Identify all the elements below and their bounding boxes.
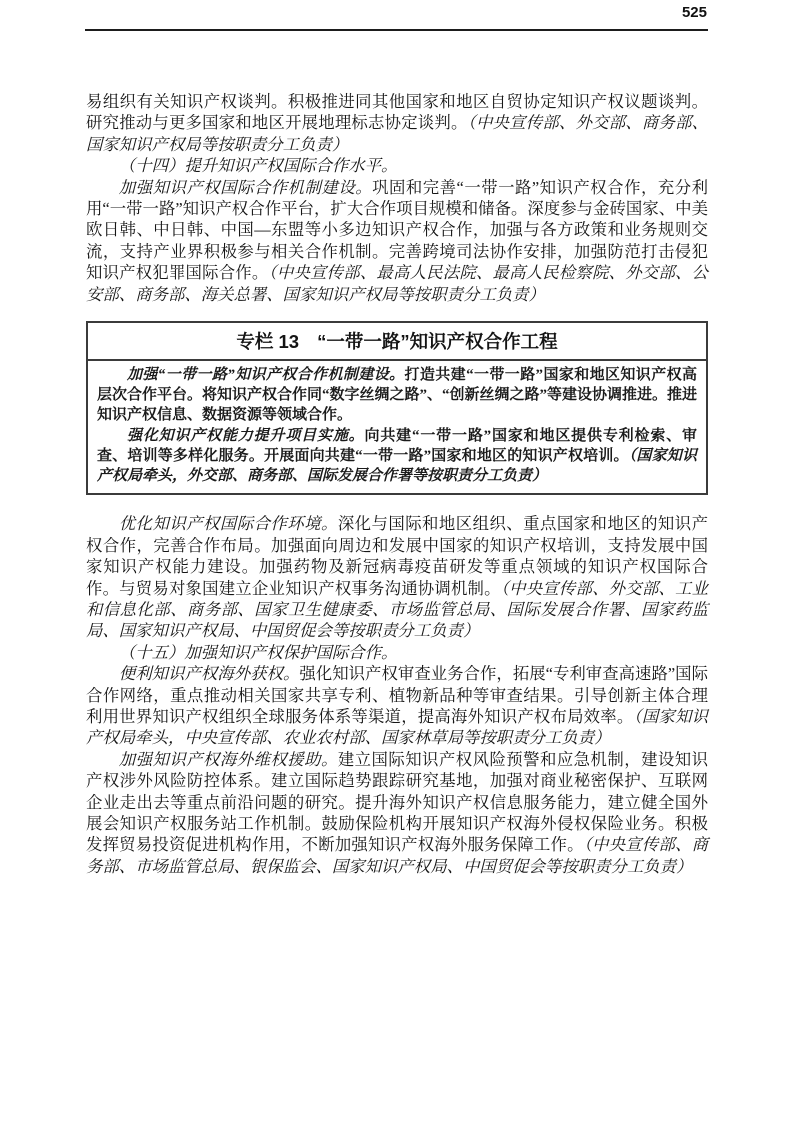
paragraph-text: 向共建“一带一路”国家和地区提供专利检索、审查、培训等多样化服务。开展面向共建“一带一路”国家和地区的知识产权培训。: [97, 427, 697, 464]
paragraph-lead: 加强知识产权海外维权援助。: [118, 749, 338, 769]
section-heading-15: （十五）加强知识产权保护国际合作。: [118, 642, 398, 662]
box-label: 专栏 13: [236, 331, 300, 353]
paragraph-lead: 优化知识产权国际合作环境。: [118, 514, 338, 534]
box-title-text: “一带一路”知识产权合作工程: [317, 331, 558, 353]
paragraph-lead: 便利知识产权海外获权。: [118, 664, 300, 684]
header-rule: [85, 29, 708, 31]
section-heading-14: （十四）提升知识产权国际合作水平。: [118, 156, 398, 176]
paragraph-lead: 加强知识产权国际合作机制建设。: [118, 177, 373, 197]
paragraph-overseas-assistance: [86, 749, 708, 877]
box-title: [88, 323, 706, 361]
paragraph-lead: 强化知识产权能力提升项目实施。: [127, 427, 365, 444]
page-number: 525: [681, 4, 707, 21]
paragraph-lead: 加强“一带一路”知识产权合作机制建设。: [127, 367, 405, 384]
responsibility-note: （中央宣传部、商务部、市场监管总局、银保监会、国家知识产权局、中国贸促会等按职责分工负责）: [86, 835, 708, 876]
box-body: [88, 361, 706, 493]
responsibility-note: （中央宣传部、最高人民法院、最高人民检察院、外交部、公安部、商务部、海关总署、国家知识产权局等按职责分工负责）: [86, 263, 708, 304]
paragraph-text: 建立国际知识产权风险预警和应急机制，建设知识产权涉外风险防控体系。建立国际趋势跟踪研究基地，加强对商业秘密保护、互联网企业走出去等重点前沿问题的研究。提升海外知识产权信息服务能力，建立健全国外展会知识产权服务站工作机制。鼓励保险机构开展知识产权海外侵权保险业务。积极发挥贸易投资促进机构作用，不断加强知识产权海外服务保障工作。: [86, 749, 708, 855]
box-paragraph-2: [97, 426, 697, 487]
paragraph-continuation: [86, 91, 708, 155]
paragraph-overseas-rights: [86, 663, 708, 749]
column-box-13: [86, 321, 708, 495]
paragraph-text: 打造共建“一带一路”国家和地区知识产权高层次合作平台。将知识产权合作同“数字丝绸之路”、“创新丝绸之路”等建设协调推进。推进知识产权信息、数据资源等领域合作。: [97, 367, 698, 424]
paragraph-text: 强化知识产权审查业务合作，拓展“专利审查高速路”国际合作网络，重点推动相关国家共享专利、植物新品种等审查结果。引导创新主体合理利用世界知识产权组织全球服务体系等渠道，提高海外知识产权布局效率。: [86, 664, 708, 726]
responsibility-note: （国家知识产权局牵头，中央宣传部、农业农村部、国家林草局等按职责分工负责）: [86, 706, 709, 748]
paragraph-text: 巩固和完善“一带一路”知识产权合作，充分利用“一带一路”知识产权合作平台，扩大合作项目规模和储备。深度参与金砖国家、中美欧日韩、中日韩、中国—东盟等小多边知识产权合作，加强与各方政策和业务规则交流，支持产业界积极参与相关合作机制。完善跨境司法协作安排，加强防范打击侵犯知识产权犯罪国际合作。: [86, 177, 708, 283]
paragraph-cooperation-environment: [86, 513, 708, 641]
responsibility-note: （中央宣传部、外交部、商务部、国家知识产权局等按职责分工负责）: [86, 113, 708, 154]
box-paragraph-1: [97, 365, 697, 426]
responsibility-note: （中央宣传部、外交部、工业和信息化部、商务部、国家卫生健康委、市场监管总局、国际发展合作署、国家药监局、国家知识产权局、中国贸促会等按职责分工负责）: [86, 578, 708, 641]
paragraph-cooperation-mechanism: [86, 177, 708, 305]
responsibility-note: （国家知识产权局牵头，外交部、商务部、国际发展合作署等按职责分工负责）: [97, 447, 697, 485]
paragraph-text: 易组织有关知识产权谈判。积极推进同其他国家和地区自贸协定知识产权议题谈判。研究推动与更多国家和地区开展地理标志协定谈判。: [86, 92, 708, 133]
page-content: [86, 91, 708, 877]
paragraph-text: 深化与国际和地区组织、重点国家和地区的知识产权合作，完善合作布局。加强面向周边和发展中国家的知识产权培训，支持发展中国家知识产权能力建设。加强药物及新冠病毒疫苗研发等重点领域的知识产权国际合作。与贸易对象国建立企业知识产权事务沟通协调机制。: [86, 514, 708, 598]
